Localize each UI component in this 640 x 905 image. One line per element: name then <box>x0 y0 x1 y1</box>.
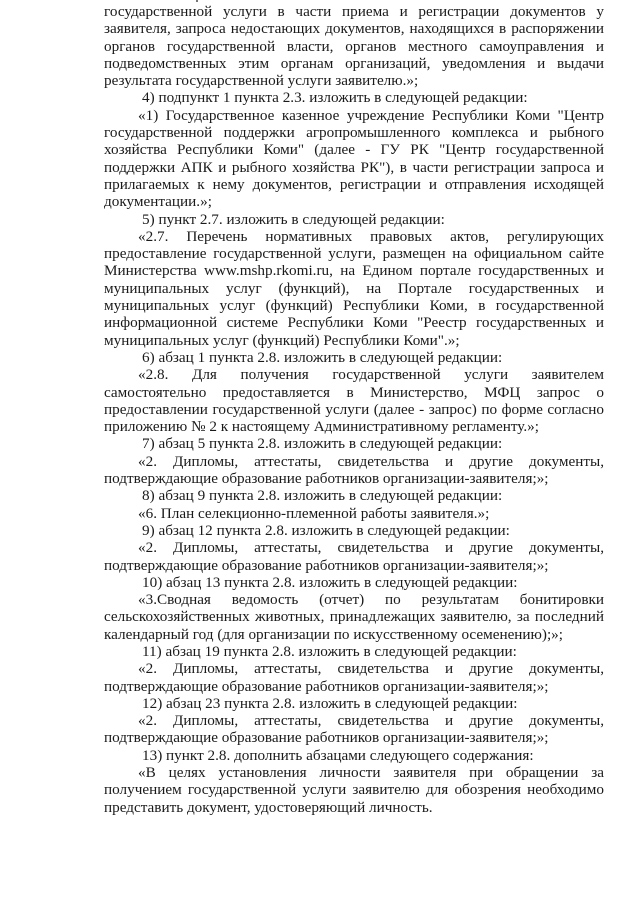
paragraph-item-13: 13) пункт 2.8. дополнить абзацами следующего содержания: <box>142 746 534 764</box>
paragraph-item-8: 8) абзац 9 пункта 2.8. изложить в следующей редакции: <box>142 487 503 505</box>
paragraph-quote-diplomas-3: «2. Дипломы, аттестаты, свидетельства и другие документы, подтверждающие образование работников организации-заявителя;»; <box>104 660 604 695</box>
paragraph-quote-identity: «В целях установления личности заявителя при обращении за получением государственной услуги заявителю для обозрения необходимо представить документ, удостоверяющий личность. <box>104 764 604 816</box>
paragraph-item-12: 12) абзац 23 пункта 2.8. изложить в следующей редакции: <box>142 694 518 712</box>
paragraph-item-6: 6) абзац 1 пункта 2.8. изложить в следующей редакции: <box>142 348 503 366</box>
paragraph-quote-subitem-1: «1) Государственное казенное учреждение Республики Коми "Центр государственной поддержки агропромышленного комплекса и рыбного хозяйства Республики Коми" (далее - ГУ РК "Центр государственной поддержки АПК и рыбного хозяйства РК"), в части регистрации запроса и прилагаемых к нему документов, регистрации и отправления исходящей документации.»; <box>104 106 604 211</box>
paragraph-continuation: государственной услуги в части приема и регистрации документов у заявителя, запроса недостающих документов, находящихся в распоряжении органов государственной власти, органов местного самоуправления и подведомственных этим органам организаций, уведомления и выдачи результата государственной услуги заявителю.»; <box>104 3 604 90</box>
paragraph-quote-2-8: «2.8. Для получения государственной услуги заявителем самостоятельно предоставляется в Министерство, МФЦ запрос о предоставлении государственной услуги (далее - запрос) по форме согласно приложению № 2 к настоящему Административному регламенту.»; <box>104 366 604 436</box>
paragraph-quote-diplomas-2: «2. Дипломы, аттестаты, свидетельства и другие документы, подтверждающие образование работников организации-заявителя;»; <box>104 539 604 574</box>
document-body <box>104 3 604 816</box>
paragraph-quote-diplomas-4: «2. Дипломы, аттестаты, свидетельства и другие документы, подтверждающие образование работников организации-заявителя;»; <box>104 712 604 747</box>
scan-speck <box>196 0 198 2</box>
paragraph-item-7: 7) абзац 5 пункта 2.8. изложить в следующей редакции: <box>142 435 503 453</box>
paragraph-item-5: 5) пункт 2.7. изложить в следующей редакции: <box>142 210 445 228</box>
paragraph-item-4: 4) подпункт 1 пункта 2.3. изложить в следующей редакции: <box>142 89 528 107</box>
paragraph-item-9: 9) абзац 12 пункта 2.8. изложить в следующей редакции: <box>142 521 510 539</box>
paragraph-item-10: 10) абзац 13 пункта 2.8. изложить в следующей редакции: <box>142 573 518 591</box>
paragraph-quote-breeding-plan: «6. План селекционно-племенной работы заявителя.»; <box>138 504 490 522</box>
paragraph-quote-diplomas-1: «2. Дипломы, аттестаты, свидетельства и другие документы, подтверждающие образование работников организации-заявителя;»; <box>104 452 604 488</box>
paragraph-quote-summary-report: «3.Сводная ведомость (отчет) по результатам бонитировки сельскохозяйственных животных, принадлежащих заявителю, за последний календарный год (для организации по искусственному осеменению);»; <box>104 591 604 643</box>
paragraph-quote-2-7: «2.7. Перечень нормативных правовых актов, регулирующих предоставление государственной услуги, размещен на официальном сайте Министерства www.mshp.rkomi.ru, на Едином портале государственных и муниципальных услуг (функций), на Портале государственных и муниципальных услуг (функций) Республики Коми, в государственной информационной системе Республики Коми "Реестр государственных и муниципальных услуг (функций) Республики Коми".»; <box>104 227 604 349</box>
paragraph-item-11: 11) абзац 19 пункта 2.8. изложить в следующей редакции: <box>142 642 517 660</box>
